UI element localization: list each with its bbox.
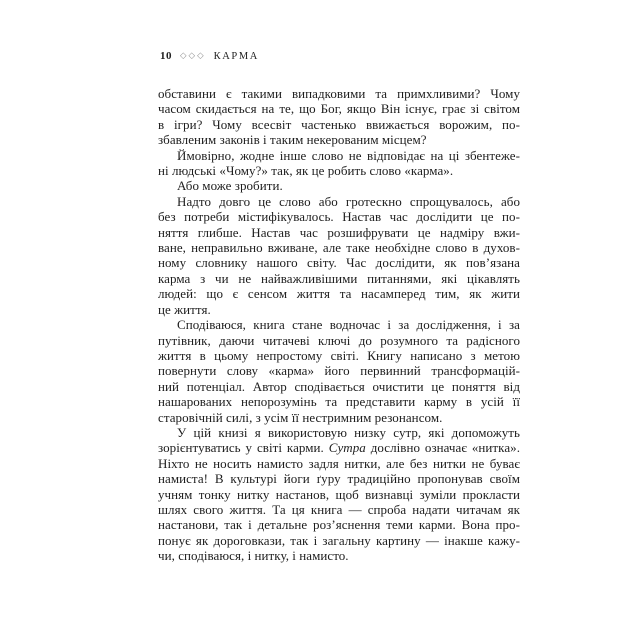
- text-line: путівник, даючи читачеві ключі до розумного та радісного: [158, 332, 520, 348]
- paragraph: [158, 425, 520, 564]
- text-line: учням тонку нитку настанов, щоб визнавці зуміли прокласти: [158, 486, 520, 502]
- paragraph: [158, 148, 520, 179]
- text-line: чи, сподіваюся, і нитку, і намисто.: [158, 548, 349, 564]
- text-line: обставини є такими випадковими та примхливими? Чому: [158, 86, 520, 101]
- text-line: Ймовірно, жодне інше слово не відповідає на ці збентеже-: [177, 147, 520, 163]
- text-line: людей: що є сенсом життя та насамперед тим, як жити: [158, 286, 520, 302]
- paragraph: [158, 86, 520, 148]
- paragraph: [158, 317, 520, 425]
- text-line: старовічній силі, з усім її нестримним резонансом.: [158, 409, 443, 425]
- page-number: 10: [160, 50, 172, 62]
- text-line: ване, неправильно вживане, але таке необхідне слово в духов-: [158, 240, 520, 256]
- text-line: часом скидається на те, що Бог, якщо Він існує, грає зі світом: [158, 101, 520, 117]
- text-line: ний потенціал. Автор сподівається очистити це поняття від: [158, 378, 520, 394]
- text-line: Надто довго це слово або гротескно спрощувалось, або: [177, 193, 520, 209]
- text-line: ному словнику нашого світу. Час дослідити, як пов’язана: [158, 255, 520, 271]
- text-line: в ігри? Чому всесвіт частенько ввижається ворожим, по-: [158, 116, 520, 132]
- paragraph: [158, 178, 520, 193]
- text-line: зорієнтуватись у світі карми. Сутра дослівно означає «нитка».: [158, 440, 520, 456]
- text-line: шлях свого життя. Та ця книга — спроба надати читачам як: [158, 501, 520, 517]
- text-line: Або може зробити.: [177, 178, 283, 194]
- text-line: понує як дороговкази, так і загальну картину — інакше кажу-: [158, 532, 520, 548]
- paragraph: [158, 194, 520, 317]
- running-header: [160, 50, 259, 62]
- text-line: Сподіваюся, книга стане водночас і за дослідження, і за: [177, 317, 520, 333]
- text-line: збавленим законів і таким некерованим місцем?: [158, 132, 427, 148]
- text-line: ні людські «Чому?» так, як це робить слово «карма».: [158, 163, 454, 179]
- text-line: няття глибше. Настав час розшифрувати це надміру вжи-: [158, 224, 520, 240]
- text-line: без потреби містифікувалось. Настав час дослідити це по-: [158, 209, 520, 225]
- book-title: КАРМА: [213, 51, 259, 62]
- text-line: карма з чи не найважливішими питаннями, які цікавлять: [158, 270, 520, 286]
- body-text: [158, 86, 520, 564]
- text-line: У цій книзі я використовую низку сутр, які допоможуть: [177, 424, 520, 440]
- text-line: це життя.: [158, 301, 211, 317]
- text-line: повернути слову «карма» його первинний трансформацій-: [158, 363, 520, 379]
- text-line: Ніхто не носить намисто задля нитки, але без нитки не буває: [158, 455, 520, 471]
- text-line: настанови, так і детальне роз’яснення теми карми. Вона про-: [158, 517, 520, 533]
- text-line: життя в цьому непростому світі. Книгу написано з метою: [158, 347, 520, 363]
- diamond-ornament-icon: ◇◇◇: [180, 50, 206, 60]
- text-line: намиста! В культурі йоги ґуру традиційно пропонував своїм: [158, 471, 520, 487]
- text-line: нашарованих непорозумінь та представити карму в усій її: [158, 394, 520, 410]
